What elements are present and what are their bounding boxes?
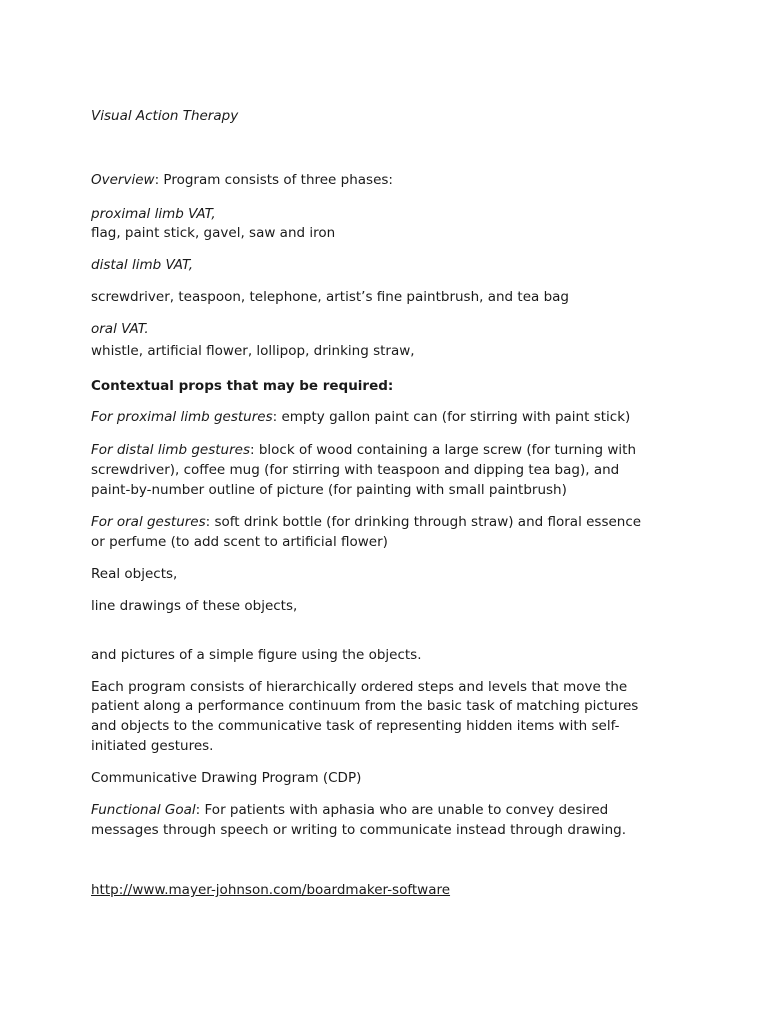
props-distal-line-3: paint-by-number outline of picture (for painting with small paintbrush) bbox=[91, 482, 567, 498]
phase-proximal-items: flag, paint stick, gavel, saw and iron bbox=[91, 225, 336, 241]
phase-oral-name: oral VAT. bbox=[91, 321, 149, 337]
functional-goal-line-2: messages through speech or writing to communicate instead through drawing. bbox=[91, 822, 627, 838]
props-heading: Contextual props that may be required: bbox=[91, 378, 394, 394]
props-oral-line-1 bbox=[91, 512, 691, 532]
props-distal-label: For distal limb gestures bbox=[91, 442, 250, 458]
phase-distal-name: distal limb VAT, bbox=[91, 257, 193, 273]
line-drawings-text: line drawings of these objects, bbox=[91, 598, 298, 614]
props-distal-separator: : bbox=[250, 442, 255, 458]
boardmaker-link[interactable]: http://www.mayer-johnson.com/boardmaker-software bbox=[91, 882, 451, 898]
program-paragraph-line-2: patient along a performance continuum from the basic task of matching pictures bbox=[91, 698, 639, 714]
real-objects-text: Real objects, bbox=[91, 566, 178, 582]
functional-goal-line-1 bbox=[91, 800, 691, 820]
functional-goal-label: Functional Goal bbox=[91, 802, 196, 818]
program-paragraph-line-4: initiated gestures. bbox=[91, 738, 214, 754]
overview-separator: : bbox=[154, 172, 160, 188]
props-oral-label: For oral gestures bbox=[91, 514, 206, 530]
overview-text: Program consists of three phases: bbox=[159, 172, 393, 188]
phase-oral-items: whistle, artificial flower, lollipop, drinking straw, bbox=[91, 343, 415, 359]
phase-distal-items: screwdriver, teaspoon, telephone, artist’s fine paintbrush, and tea bag bbox=[91, 289, 569, 305]
program-paragraph-line-3: and objects to the communicative task of representing hidden items with self- bbox=[91, 718, 620, 734]
props-distal-line-1 bbox=[91, 440, 691, 460]
props-proximal-label: For proximal limb gestures bbox=[91, 409, 273, 425]
overview-label: Overview bbox=[91, 172, 155, 188]
functional-goal-separator: : bbox=[195, 802, 201, 818]
props-proximal-text: empty gallon paint can (for stirring with paint stick) bbox=[277, 409, 631, 425]
props-distal-text-1: block of wood containing a large screw (for turning with bbox=[254, 442, 637, 458]
props-proximal-separator: : bbox=[272, 409, 278, 425]
props-proximal-line-1 bbox=[91, 407, 691, 427]
props-distal-line-2: screwdriver), coffee mug (for stirring with teaspoon and dipping tea bag), and bbox=[91, 462, 620, 478]
cdp-title: Communicative Drawing Program (CDP) bbox=[91, 770, 362, 786]
functional-goal-text-1: For patients with aphasia who are unable to convey desired bbox=[200, 802, 609, 818]
phase-proximal-name: proximal limb VAT, bbox=[91, 206, 216, 222]
props-oral-text-1: soft drink bottle (for drinking through straw) and floral essence bbox=[210, 514, 642, 530]
overview-paragraph bbox=[91, 170, 691, 190]
props-oral-line-2: or perfume (to add scent to artificial flower) bbox=[91, 534, 388, 550]
program-paragraph-line-1: Each program consists of hierarchically ordered steps and levels that move the bbox=[91, 679, 628, 695]
document-title: Visual Action Therapy bbox=[91, 108, 239, 124]
props-oral-separator: : bbox=[205, 514, 211, 530]
pictures-text: and pictures of a simple figure using the objects. bbox=[91, 647, 422, 663]
